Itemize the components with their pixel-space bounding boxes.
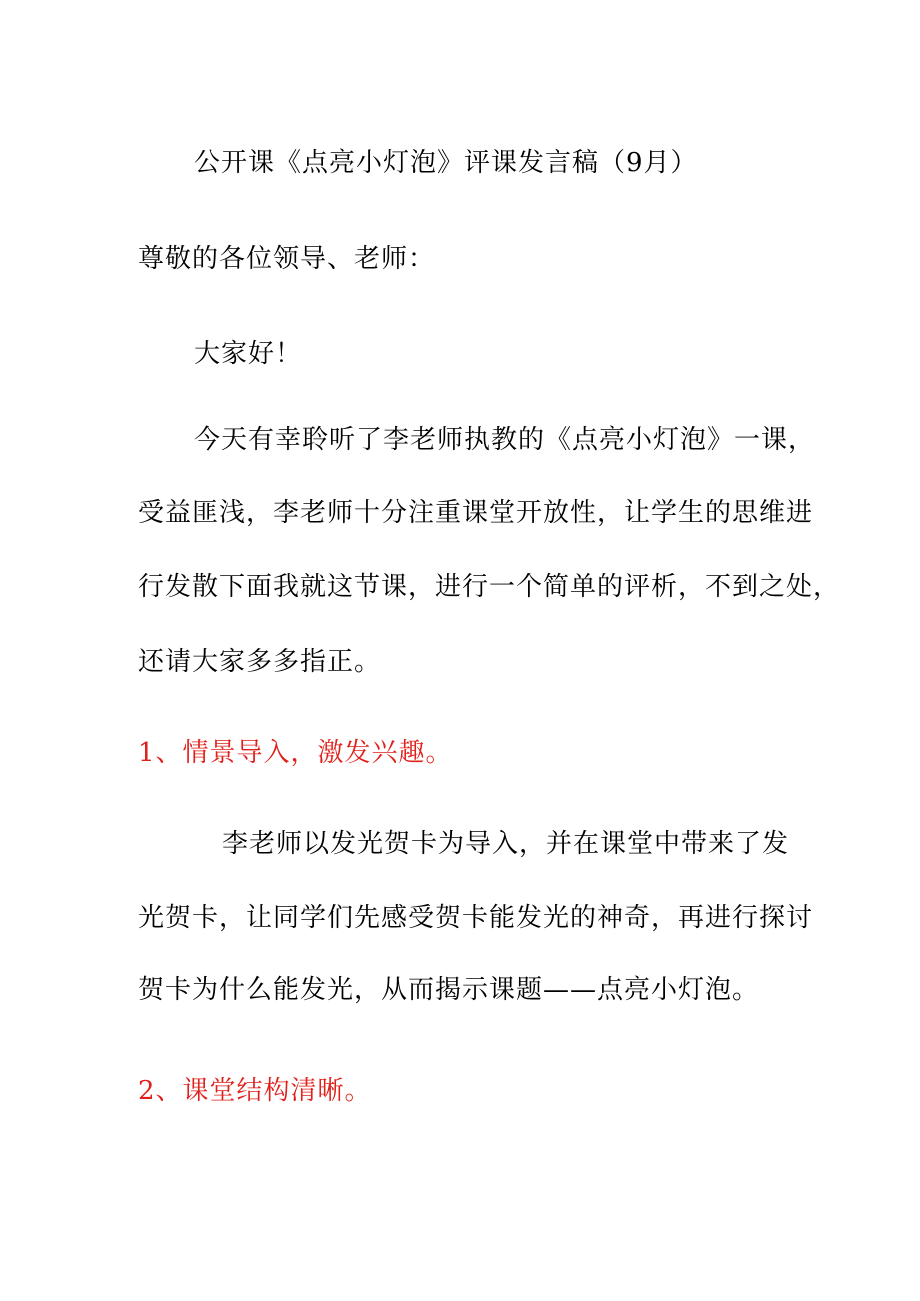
intro-line-4: 还请大家多多指正。: [138, 647, 382, 677]
section1-line-2: 光贺卡，让同学们先感受贺卡能发光的神奇，再进行探讨: [138, 903, 814, 933]
salutation: 尊敬的各位领导、老师：: [138, 244, 436, 274]
intro-line-2: 受益匪浅，李老师十分注重课堂开放性，让学生的思维进: [138, 498, 814, 528]
intro-line-3: 行发散下面我就这节课，进行一个简单的评析，不到之处，: [138, 572, 841, 602]
section1-line-3: 贺卡为什么能发光，从而揭示课题——点亮小灯泡。: [138, 975, 760, 1005]
section-heading-2: 2、课堂结构清晰。: [138, 1076, 372, 1106]
section-heading-1: 1、情景导入，激发兴趣。: [138, 738, 453, 768]
greeting: 大家好！: [194, 339, 303, 369]
section1-line-1: 李老师以发光贺卡为导入，并在课堂中带来了发: [222, 829, 790, 859]
document-title: 公开课《点亮小灯泡》评课发言稿（9月）: [194, 148, 698, 178]
intro-line-1: 今天有幸聆听了李老师执教的《点亮小灯泡》一课，: [194, 425, 816, 455]
